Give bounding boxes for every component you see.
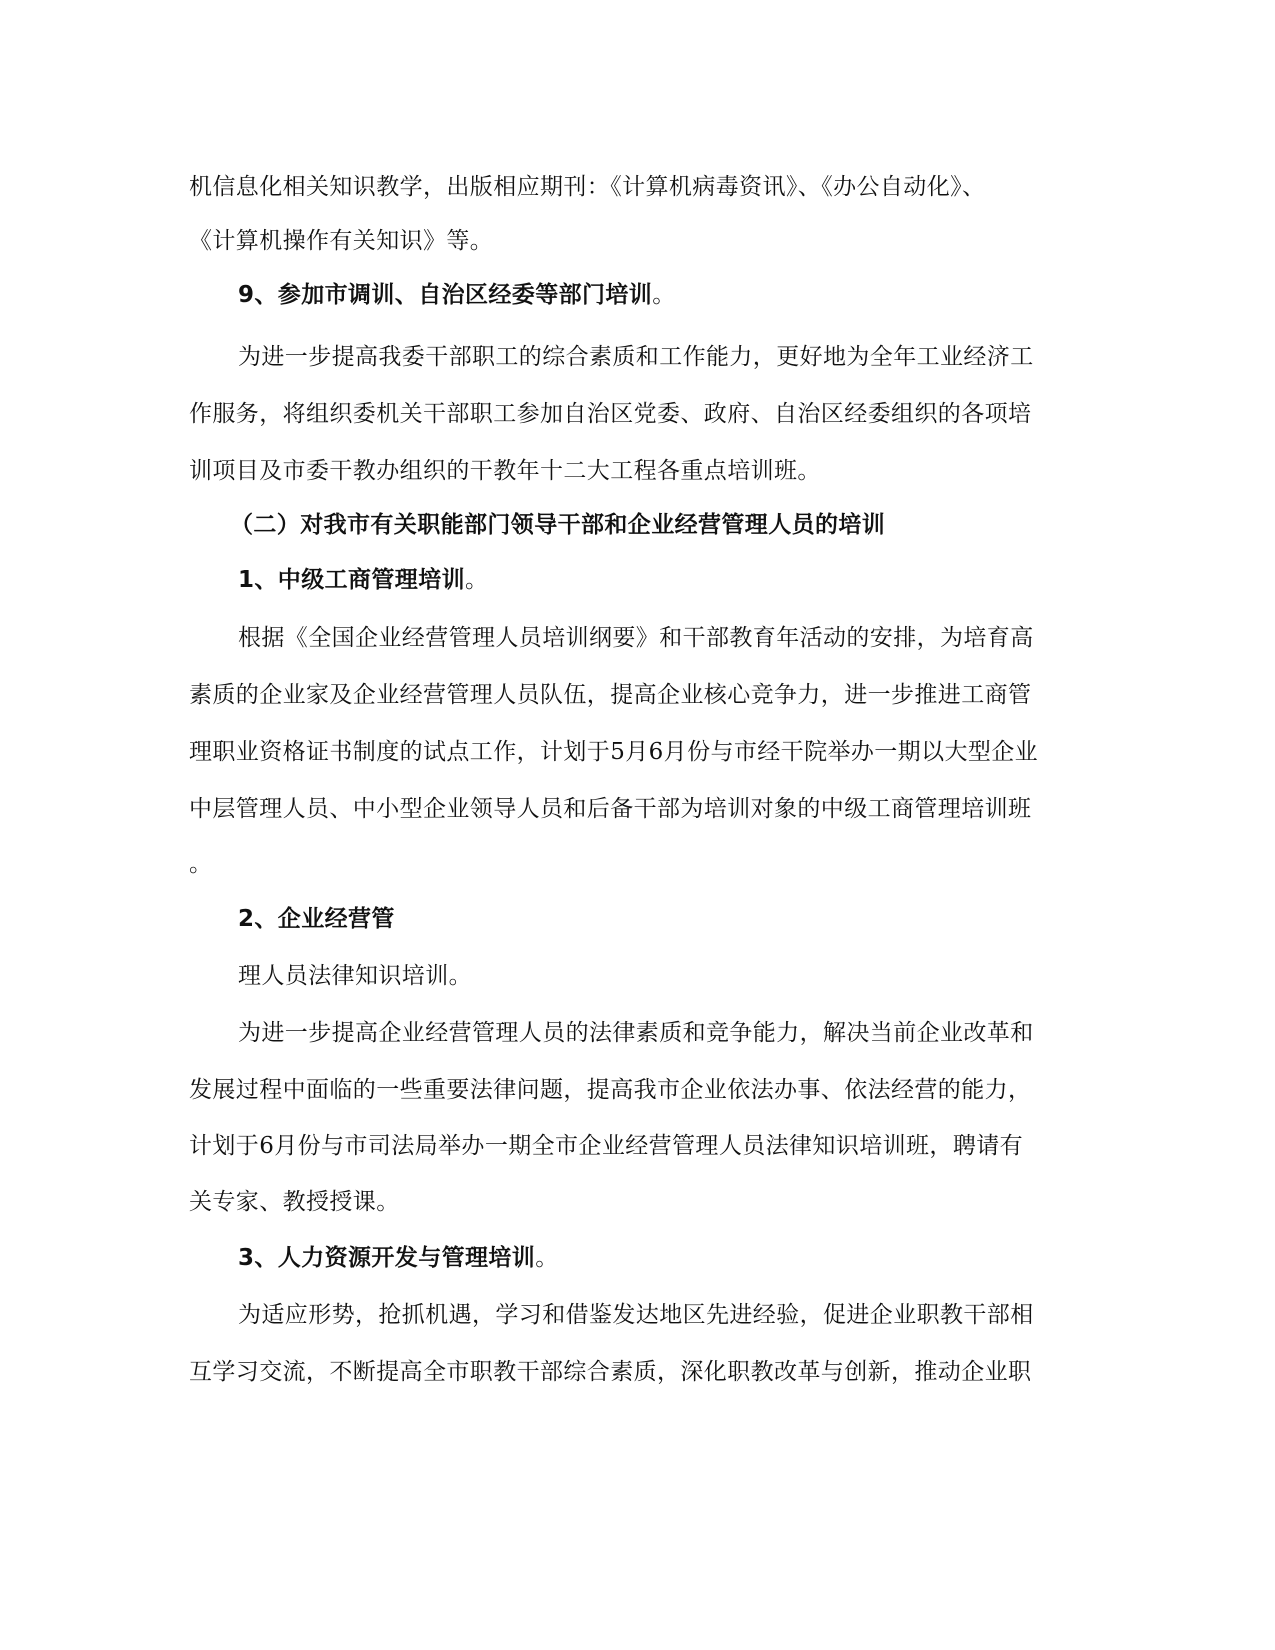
text-line: 作服务，将组织委机关干部职工参加自治区党委、政府、自治区经委组织的各项培	[189, 401, 1032, 427]
text-line: 关专家、教授授课。	[189, 1189, 400, 1215]
item-2-heading-continuation: 理人员法律知识培训。	[238, 963, 472, 989]
heading-period: 。	[652, 282, 676, 308]
text-line: 素质的企业家及企业经营管理人员队伍，提高企业核心竞争力，进一步推进工商管	[189, 682, 1032, 708]
item-9-heading-text: 9、参加市调训、自治区经委等部门培训	[238, 282, 653, 308]
item-1-heading	[238, 564, 488, 596]
item-2-heading: 2、企业经营管	[238, 906, 395, 932]
text-line: 理职业资格证书制度的试点工作，计划于5月6月份与市经干院举办一期以大型企业	[189, 739, 1039, 765]
text-line: 为进一步提高企业经营管理人员的法律素质和竞争能力，解决当前企业改革和	[238, 1020, 1034, 1046]
text-line: 为进一步提高我委干部职工的综合素质和工作能力，更好地为全年工业经济工	[238, 344, 1034, 370]
item-3-heading	[238, 1242, 559, 1274]
section-2-heading: （二）对我市有关职能部门领导干部和企业经营管理人员的培训	[230, 512, 886, 538]
text-line: 根据《全国企业经营管理人员培训纲要》和干部教育年活动的安排，为培育高	[238, 625, 1034, 651]
text-line: 中层管理人员、中小型企业领导人员和后备干部为培训对象的中级工商管理培训班	[189, 796, 1032, 822]
heading-period: 。	[535, 1245, 559, 1271]
text-line: 。	[189, 851, 213, 877]
text-line: 训项目及市委干教办组织的干教年十二大工程各重点培训班。	[189, 458, 821, 484]
text-line: 机信息化相关知识教学，出版相应期刊：《计算机病毒资讯》、《办公自动化》、	[189, 174, 986, 200]
text-line: 《计算机操作有关知识》等。	[189, 228, 494, 254]
item-3-heading-text: 3、人力资源开发与管理培训	[238, 1245, 536, 1271]
heading-period: 。	[465, 567, 489, 593]
item-1-heading-text: 1、中级工商管理培训	[238, 567, 466, 593]
text-line: 计划于6月份与市司法局举办一期全市企业经营管理人员法律知识培训班，聘请有	[189, 1133, 1024, 1159]
item-9-heading	[238, 279, 676, 311]
text-line: 互学习交流，不断提高全市职教干部综合素质，深化职教改革与创新，推动企业职	[189, 1359, 1032, 1385]
text-line: 为适应形势，抢抓机遇，学习和借鉴发达地区先进经验，促进企业职教干部相	[238, 1302, 1034, 1328]
text-line: 发展过程中面临的一些重要法律问题，提高我市企业依法办事、依法经营的能力，	[189, 1077, 1032, 1103]
